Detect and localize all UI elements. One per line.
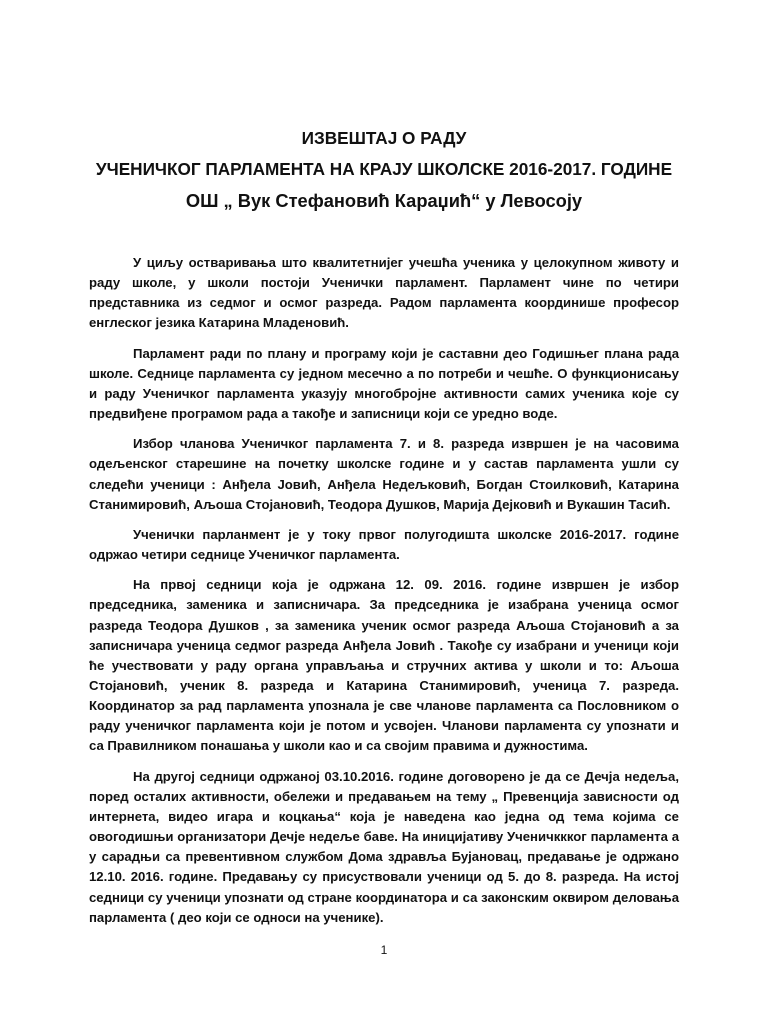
paragraph-plan: Парламент ради по плану и програму који је саставни део Годишњег плана рада школе. Седнице парламента су једном месечно а по потреби и чешће. О функционисању и раду Ученичког парламента указују многобројне активности самих ученика које су предвиђене програмом рада а такође и записници који се уредно воде.	[89, 345, 679, 422]
paragraph-first-session: На првој седници која је одржана 12. 09. 2016. године извршен је избор председника, заменика и записничара. За председника је изабрана ученица осмог разреда Теодора Душков , за заменика ученик осмог разреда Аљоша Стојановић а за записничара ученица седмог разреда Анђела Јовић . Такође су изабрани и ученици који ће учествовати у раду органа управљања и стручних актива у школи и то: Аљоша Стојановић, ученик 8. разреда и Катарина Станимировић, ученица 7. разреда. Координатор за рад парламента упознала је све чланове парламента са Пословником о раду ученичког парламента који је потом и усвојен. Чланови парламента су упознати и са Правилником понашања у школи као и са својим правима и дужностима.	[89, 577, 679, 754]
paragraph-members: Избор чланова Ученичког парламента 7. и 8. разреда извршен је на часовима одељенског старешине на почетку школске године и у састав парламента ушли су следећи ученици : Анђела Јовић, Анђела Недељковић, Богдан Стоилковић, Катарина Станимировић, Аљоша Стојановић, Теодора Душков, Марија Дејковић и Вукашин Тасић.	[89, 436, 679, 512]
document-title	[0, 123, 768, 216]
title-line-2: УЧЕНИЧКОГ ПАРЛАМЕНТА НА КРАЈУ ШКОЛСКЕ 2016-2017. ГОДИНЕ	[95, 159, 673, 179]
document-body	[89, 253, 679, 938]
paragraph-sessions: Ученички парланмент је у току првог полугодишта школске 2016-2017. године одржао четири седнице Ученичког парламента.	[89, 526, 679, 563]
page-number: 1	[380, 943, 388, 957]
title-line-3: ОШ „ Вук Стефановић Караџић“ у Левосоју	[185, 190, 583, 211]
title-line-1: ИЗВЕШТАЈ О РАДУ	[301, 128, 467, 148]
paragraph-second-session: На другој седници одржаној 03.10.2016. године договорено је да се Дечја недеља, поред осталих активности, обележи и предавањем на тему „ Превенција зависности од интернета, видео игара и коцкања“ која је наведена као једна од тема којима се овогодишњи организатори Дечје недеље баве. На иницијативу Ученичккког парламента а у сарадњи са превентивном службом Дома здравља Бујановац, предавање је одржано 12.10. 2016. године. Предавању су присуствовали ученици од 5. до 8. разреда. На истој седници су ученици упознати од стране координатора и са законским оквиром деловања парламента ( део који се односи на ученике).	[89, 768, 679, 925]
paragraph-intro: У циљу остваривања што квалитетнијег учешћа ученика у целокупном животу и раду школе, у школи постоји Ученички парламент. Парламент чине по четири представника из седмог и осмог разреда. Радом парламента координише професор енглеског језика Катарина Младеновић.	[89, 255, 679, 331]
